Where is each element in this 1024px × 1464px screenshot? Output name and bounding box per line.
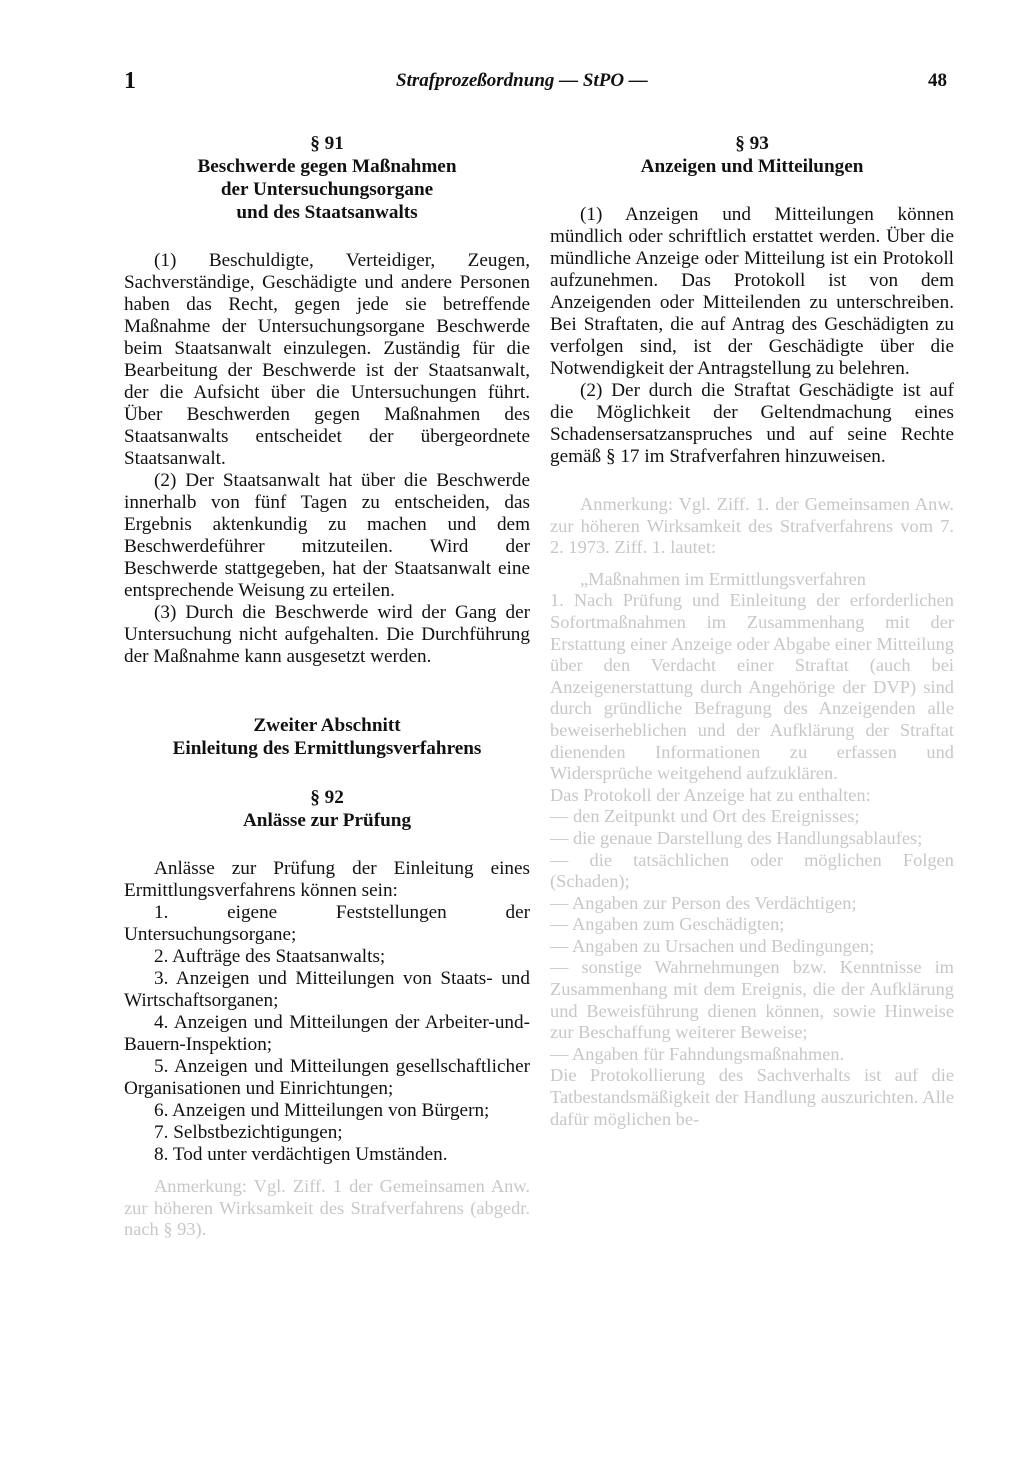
s93-note-list-item: — sonstige Wahrnehmungen bzw. Kenntnisse im Zusammenhang mit dem Ereignis, die der Aufklärung und Beweisführung dienen können, sowie Hinweise zur Beschaffung weiterer Beweise; — [550, 957, 954, 1043]
left-column — [124, 132, 530, 1241]
s93-note-heading: „Maßnahmen im Ermittlungsverfahren — [580, 568, 866, 589]
section-heading-1: Zweiter Abschnitt — [253, 715, 401, 736]
s93-note-list-item: — Angaben zu Ursachen und Bedingungen; — [550, 935, 875, 956]
right-column — [550, 132, 954, 1130]
s93-note-protocol: Das Protokoll der Anzeige hat zu enthalten: — [550, 784, 871, 805]
s93-note-intro: Anmerkung: Vgl. Ziff. 1. der Gemeinsamen Anw. zur höheren Wirksamkeit des Strafverfahrens vom 7. 2. 1973. Ziff. 1. lautet: — [550, 494, 954, 558]
s92-item-3: 3. Anzeigen und Mitteilungen von Staats- und Wirtschaftsorganen; — [124, 968, 530, 1011]
s93-title: Anzeigen und Mitteilungen — [640, 156, 864, 177]
s93-note-list-item: — die tatsächlichen oder möglichen Folgen (Schaden); — [550, 849, 954, 892]
s91-number: § 91 — [310, 133, 344, 154]
s92-item-1: 1. eigene Feststellungen der Untersuchungsorgane; — [124, 902, 530, 945]
s92-note: Anmerkung: Vgl. Ziff. 1 der Gemeinsamen Anw. zur höheren Wirksamkeit des Strafverfahrens (abgedr. nach § 93). — [124, 1176, 530, 1240]
s92-item-6: 6. Anzeigen und Mitteilungen von Bürgern; — [154, 1100, 490, 1121]
s93-number: § 93 — [735, 133, 769, 154]
s91-title-line-1: Beschwerde gegen Maßnahmen — [197, 156, 457, 177]
s91-paragraph-2: (2) Der Staatsanwalt hat über die Beschwerde innerhalb von fünf Tagen zu entscheiden, das Ergebnis aktenkundig zu machen und dem Beschwerdeführer mitzuteilen. Wird der Beschwerde stattgegeben, hat der Staatsanwalt eine entsprechende Weisung zu erteilen. — [124, 470, 530, 601]
s91-title-line-3: und des Staatsanwalts — [236, 202, 418, 223]
s93-note-end: Die Protokollierung des Sachverhalts ist auf die Tatbestandsmäßigkeit der Handlung auszurichten. Alle dafür möglichen be- — [550, 1065, 954, 1129]
s92-item-7: 7. Selbstbezichtigungen; — [154, 1122, 343, 1143]
s93-paragraph-1: (1) Anzeigen und Mitteilungen können mündlich oder schriftlich erstattet werden. Über die mündliche Anzeige oder Mitteilung ist ein Protokoll aufzunehmen. Das Protokoll ist von dem Anzeigenden oder Mitteilenden zu unterschreiben. Bei Straftaten, die auf Antrag des Geschädigten zu verfolgen sind, ist der Geschädigte über die Notwendigkeit der Antragstellung zu belehren. — [550, 204, 954, 379]
section-heading-2: Einleitung des Ermittlungsverfahrens — [172, 738, 482, 759]
chapter-number: 1 — [124, 68, 136, 94]
s93-paragraph-2: (2) Der durch die Straftat Geschädigte ist auf die Möglichkeit der Geltendmachung eines Schadensersatzanspruches und auf seine Rechte gemäß § 17 im Strafverfahren hinzuweisen. — [550, 380, 954, 467]
s93-note-list-item: — den Zeitpunkt und Ort des Ereignisses; — [550, 806, 860, 827]
s93-note-list-item: — Angaben zum Geschädigten; — [550, 914, 785, 935]
s93-note-list-item: — die genaue Darstellung des Handlungsablaufes; — [550, 827, 923, 848]
s91-paragraph-1: (1) Beschuldigte, Verteidiger, Zeugen, Sachverständige, Geschädigte und andere Personen haben das Recht, gegen jede sie betreffende Maßnahme der Untersuchungsorgane Beschwerde beim Staatsanwalt einzulegen. Zuständig für die Bearbeitung der Beschwerde ist der Staatsanwalt, der die Aufsicht über die Untersuchungen führt. Über Beschwerden gegen Maßnahmen des Staatsanwalts entscheidet der übergeordnete Staatsanwalt. — [124, 250, 530, 469]
page-number: 48 — [928, 70, 947, 91]
s91-paragraph-3: (3) Durch die Beschwerde wird der Gang der Untersuchung nicht aufgehalten. Die Durchführung der Maßnahme kann ausgesetzt werden. — [124, 602, 530, 667]
s92-item-5: 5. Anzeigen und Mitteilungen gesellschaftlicher Organisationen und Einrichtungen; — [124, 1056, 530, 1099]
s92-item-4: 4. Anzeigen und Mitteilungen der Arbeiter-und-Bauern-Inspektion; — [124, 1012, 530, 1055]
s93-note-list-item: — Angaben zur Person des Verdächtigen; — [550, 892, 857, 913]
s92-number: § 92 — [310, 787, 344, 808]
s92-item-2: 2. Aufträge des Staatsanwalts; — [154, 946, 386, 967]
s93-note-body: 1. Nach Prüfung und Einleitung der erforderlichen Sofortmaßnahmen im Zusammenhang mit der Erstattung einer Anzeige oder Abgabe einer Mitteilung über den Verdacht einer Straftat (auch bei Anzeigenerstattung durch Angehörige der DVP) sind durch gründliche Befragung des Anzeigenden alle beweiserheblichen und der Aufklärung der Straftat dienenden Informationen zu erfassen und Widersprüche weitgehend aufzuklären. — [550, 590, 954, 784]
s93-note — [550, 494, 954, 1130]
s92-item-8: 8. Tod unter verdächtigen Umständen. — [154, 1144, 448, 1165]
s91-title-line-2: der Untersuchungsorgane — [220, 179, 434, 200]
s92-title: Anlässe zur Prüfung — [242, 810, 412, 831]
s92-intro: Anlässe zur Prüfung der Einleitung eines Ermittlungsverfahrens können sein: — [124, 858, 530, 901]
s93-note-list-item: — Angaben für Fahndungsmaßnahmen. — [550, 1043, 845, 1064]
running-title: Strafprozeßordnung — StPO — — [396, 70, 648, 91]
